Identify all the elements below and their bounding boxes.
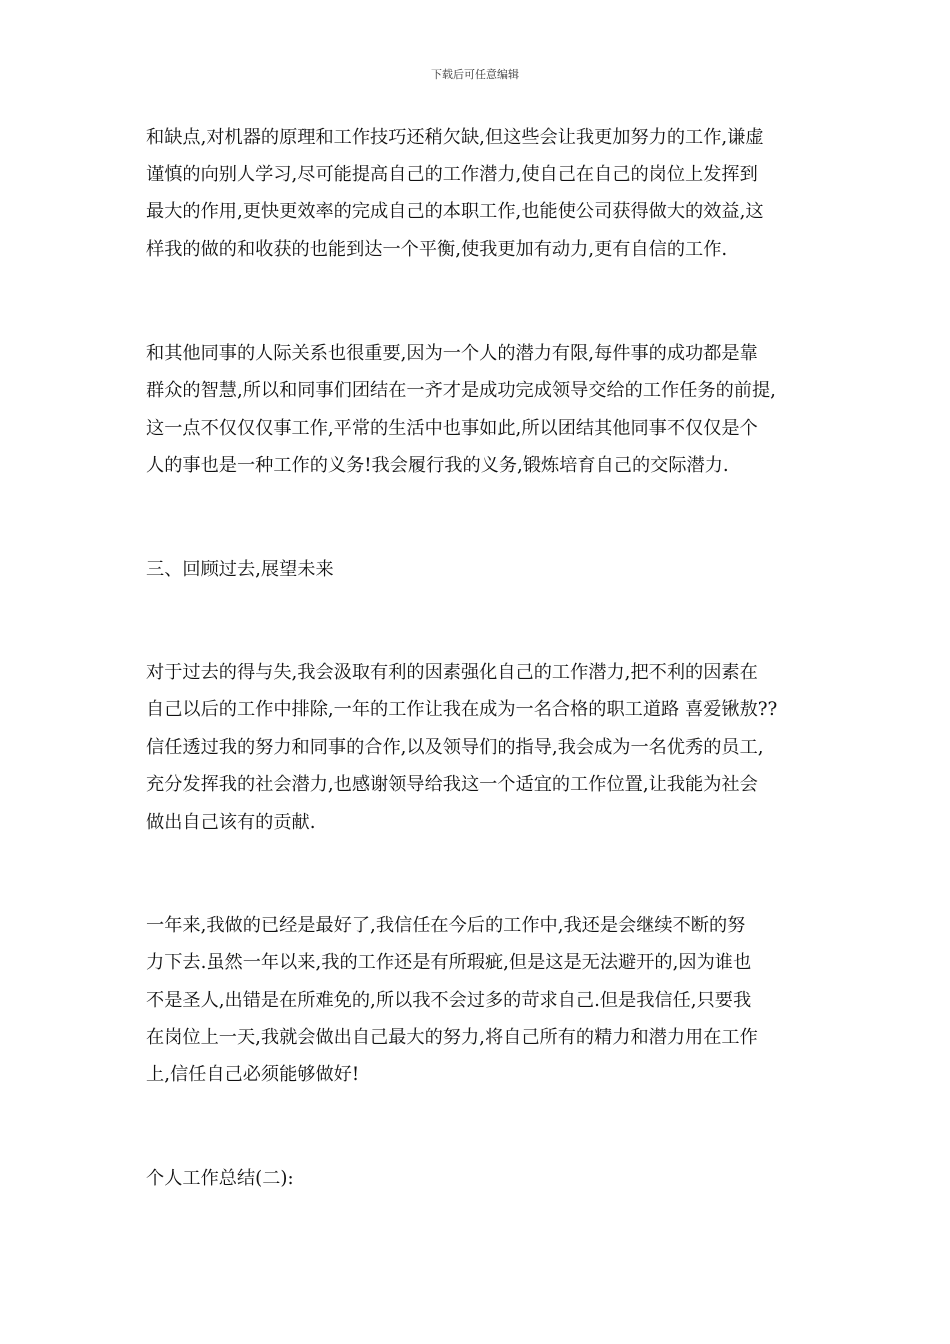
page-header: 下载后可任意编辑 <box>431 68 519 81</box>
text-line: 样我的做的和收获的也能到达一个平衡,使我更加有动力,更有自信的工作. <box>146 239 728 260</box>
text-line: 信任透过我的努力和同事的合作,以及领导们的指导,我会成为一名优秀的员工, <box>146 737 764 758</box>
text-line: 和其他同事的人际关系也很重要,因为一个人的潜力有限,每件事的成功都是靠 <box>146 343 758 364</box>
text-line: 上,信任自己必须能够做好! <box>146 1064 360 1085</box>
text-line: 谨慎的向别人学习,尽可能提高自己的工作潜力,使自己在自己的岗位上发挥到 <box>146 164 758 185</box>
text-line: 在岗位上一天,我就会做出自己最大的努力,将自己所有的精力和潜力用在工作 <box>146 1027 758 1048</box>
text-line: 自己以后的工作中排除,一年的工作让我在成为一名合格的职工道路 喜爱锹敖?? <box>146 699 778 720</box>
text-line: 充分发挥我的社会潜力,也感谢领导给我这一个适宜的工作位置,让我能为社会 <box>146 774 758 795</box>
text-line: 这一点不仅仅仅事工作,平常的生活中也事如此,所以团结其他同事不仅仅是个 <box>146 418 758 439</box>
text-line: 力下去.虽然一年以来,我的工作还是有所瑕疵,但是这是无法避开的,因为谁也 <box>146 952 752 973</box>
text-line: 不是圣人,出错是在所难免的,所以我不会过多的苛求自己.但是我信任,只要我 <box>146 990 752 1011</box>
text-line: 人的事也是一种工作的义务!我会履行我的义务,锻炼培育自己的交际潜力. <box>146 455 729 476</box>
section-heading: 三、回顾过去,展望未来 <box>146 559 334 580</box>
text-line: 群众的智慧,所以和同事们团结在一齐才是成功完成领导交给的工作任务的前提, <box>146 380 776 401</box>
text-line: 最大的作用,更快更效率的完成自己的本职工作,也能使公司获得做大的效益,这 <box>146 201 764 222</box>
text-line: 和缺点,对机器的原理和工作技巧还稍欠缺,但这些会让我更加努力的工作,谦虚 <box>146 127 764 148</box>
text-line: 一年来,我做的已经是最好了,我信任在今后的工作中,我还是会继续不断的努 <box>146 915 746 936</box>
section-heading: 个人工作总结(二): <box>146 1168 294 1189</box>
text-line: 对于过去的得与失,我会汲取有利的因素强化自己的工作潜力,把不利的因素在 <box>146 662 758 683</box>
text-line: 做出自己该有的贡献. <box>146 812 316 833</box>
